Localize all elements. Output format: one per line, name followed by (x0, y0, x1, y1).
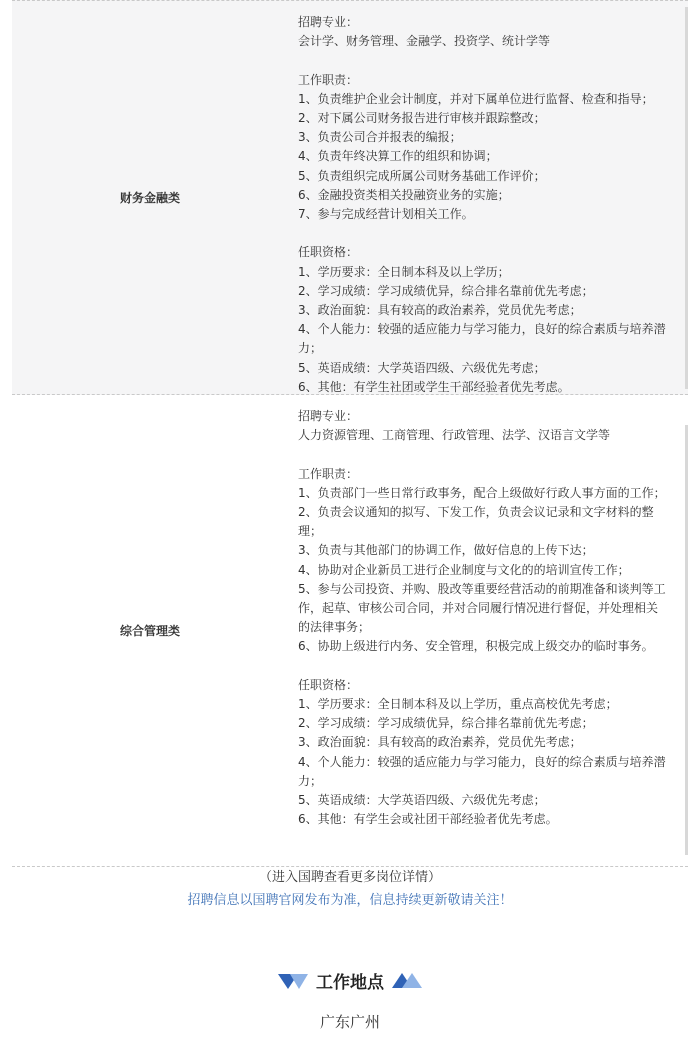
table-row (12, 0, 688, 395)
job-table (12, 0, 688, 867)
detail-line: 2、对下属公司财务报告进行审核并跟踪整改； (298, 111, 546, 125)
detail-line: 招聘专业： (298, 15, 359, 29)
detail-line: 工作职责： (298, 72, 359, 87)
detail-line: 2、学习成绩：学习成绩优异，综合排名靠前优先考虑； (298, 283, 594, 298)
detail-line: 任职资格： (298, 677, 359, 692)
detail-line: 6、其他：有学生会或社团干部经验者优先考虑。 (298, 812, 558, 827)
detail-line: 1、负责维护企业会计制度，并对下属单位进行监督、检查和指导； (298, 91, 654, 106)
detail-line: 5、英语成绩：大学英语四级、六级优先考虑； (298, 793, 546, 808)
scrollbar[interactable] (685, 7, 688, 389)
work-location: 广东广州 (319, 1013, 380, 1031)
more-details-link[interactable]: （进入国聘查看更多岗位详情） (258, 870, 441, 885)
detail-line: 人力资源管理、工商管理、行政管理、法学、汉语言文学等 (298, 428, 611, 443)
detail-line: 理； (298, 524, 323, 539)
detail-line: 5、参与公司投资、并购、股改等重要经营活动的前期准备和谈判等工 (298, 581, 666, 596)
detail-line: 4、个人能力：较强的适应能力与学习能力，良好的综合素质与培养潜 (298, 322, 666, 337)
detail-line: 招聘专业： (298, 409, 359, 423)
detail-line: 3、负责公司合并报表的编报； (298, 130, 462, 145)
detail-line: 力； (298, 773, 323, 788)
detail-line: 4、协助对企业新员工进行企业制度与文化的的培训宣传工作； (298, 562, 630, 577)
detail-line: 2、负责会议通知的拟写、下发工作，负责会议记录和文字材料的整 (298, 505, 654, 519)
detail-line: 5、英语成绩：大学英语四级、六级优先考虑； (298, 360, 546, 375)
spacer (298, 224, 688, 243)
detail-line: 3、政治面貌：具有较高的政治素养，党员优先考虑； (298, 303, 582, 318)
detail-line: 6、金融投资类相关投融资业务的实施； (298, 187, 510, 202)
spacer (298, 445, 688, 464)
triangle-left-icon (278, 972, 308, 990)
detail-line: 1、学历要求：全日制本科及以上学历，重点高校优先考虑； (298, 697, 618, 712)
detail-line: 任职资格： (298, 245, 359, 260)
detail-line: 5、负责组织完成所属公司财务基础工作评价； (298, 168, 546, 183)
detail-line: 会计学、财务管理、金融学、投资学、统计学等 (298, 34, 551, 49)
spacer (298, 51, 688, 70)
section-header (0, 968, 700, 993)
scrollbar[interactable] (685, 425, 688, 855)
triangle-right-icon (392, 972, 422, 990)
detail-line: 力； (298, 341, 323, 356)
detail-line: 1、学历要求：全日制本科及以上学历； (298, 264, 510, 279)
spacer (298, 657, 688, 676)
detail-line: 6、其他：有学生社团或学生干部经验者优先考虑。 (298, 379, 570, 394)
category-cell: 财务金融类 (120, 191, 181, 205)
detail-line: 4、个人能力：较强的适应能力与学习能力，良好的综合素质与培养潜 (298, 754, 666, 769)
detail-cell (288, 395, 688, 866)
detail-line: 4、负责年终决算工作的组织和协调； (298, 149, 498, 164)
detail-cell (288, 1, 688, 394)
detail-line: 6、协助上级进行内务、安全管理，积极完成上级交办的临时事务。 (298, 639, 654, 654)
update-notice: 招聘信息以国聘官网发布为准，信息持续更新敬请关注！ (187, 893, 513, 908)
detail-line: 作，起草、审核公司合同，并对合同履行情况进行督促，并处理相关 (298, 601, 659, 616)
detail-line: 7、参与完成经营计划相关工作。 (298, 207, 474, 222)
detail-line: 的法律事务； (298, 620, 371, 635)
section-title: 工作地点 (316, 973, 384, 993)
detail-line: 3、负责与其他部门的协调工作，做好信息的上传下达； (298, 543, 594, 558)
table-row (12, 395, 688, 867)
detail-line: 3、政治面貌：具有较高的政治素养，党员优先考虑； (298, 735, 582, 750)
detail-line: 2、学习成绩：学习成绩优异，综合排名靠前优先考虑； (298, 716, 594, 731)
detail-line: 1、负责部门一些日常行政事务，配合上级做好行政人事方面的工作； (298, 485, 666, 500)
detail-line: 工作职责： (298, 466, 359, 481)
category-cell: 综合管理类 (120, 624, 181, 638)
